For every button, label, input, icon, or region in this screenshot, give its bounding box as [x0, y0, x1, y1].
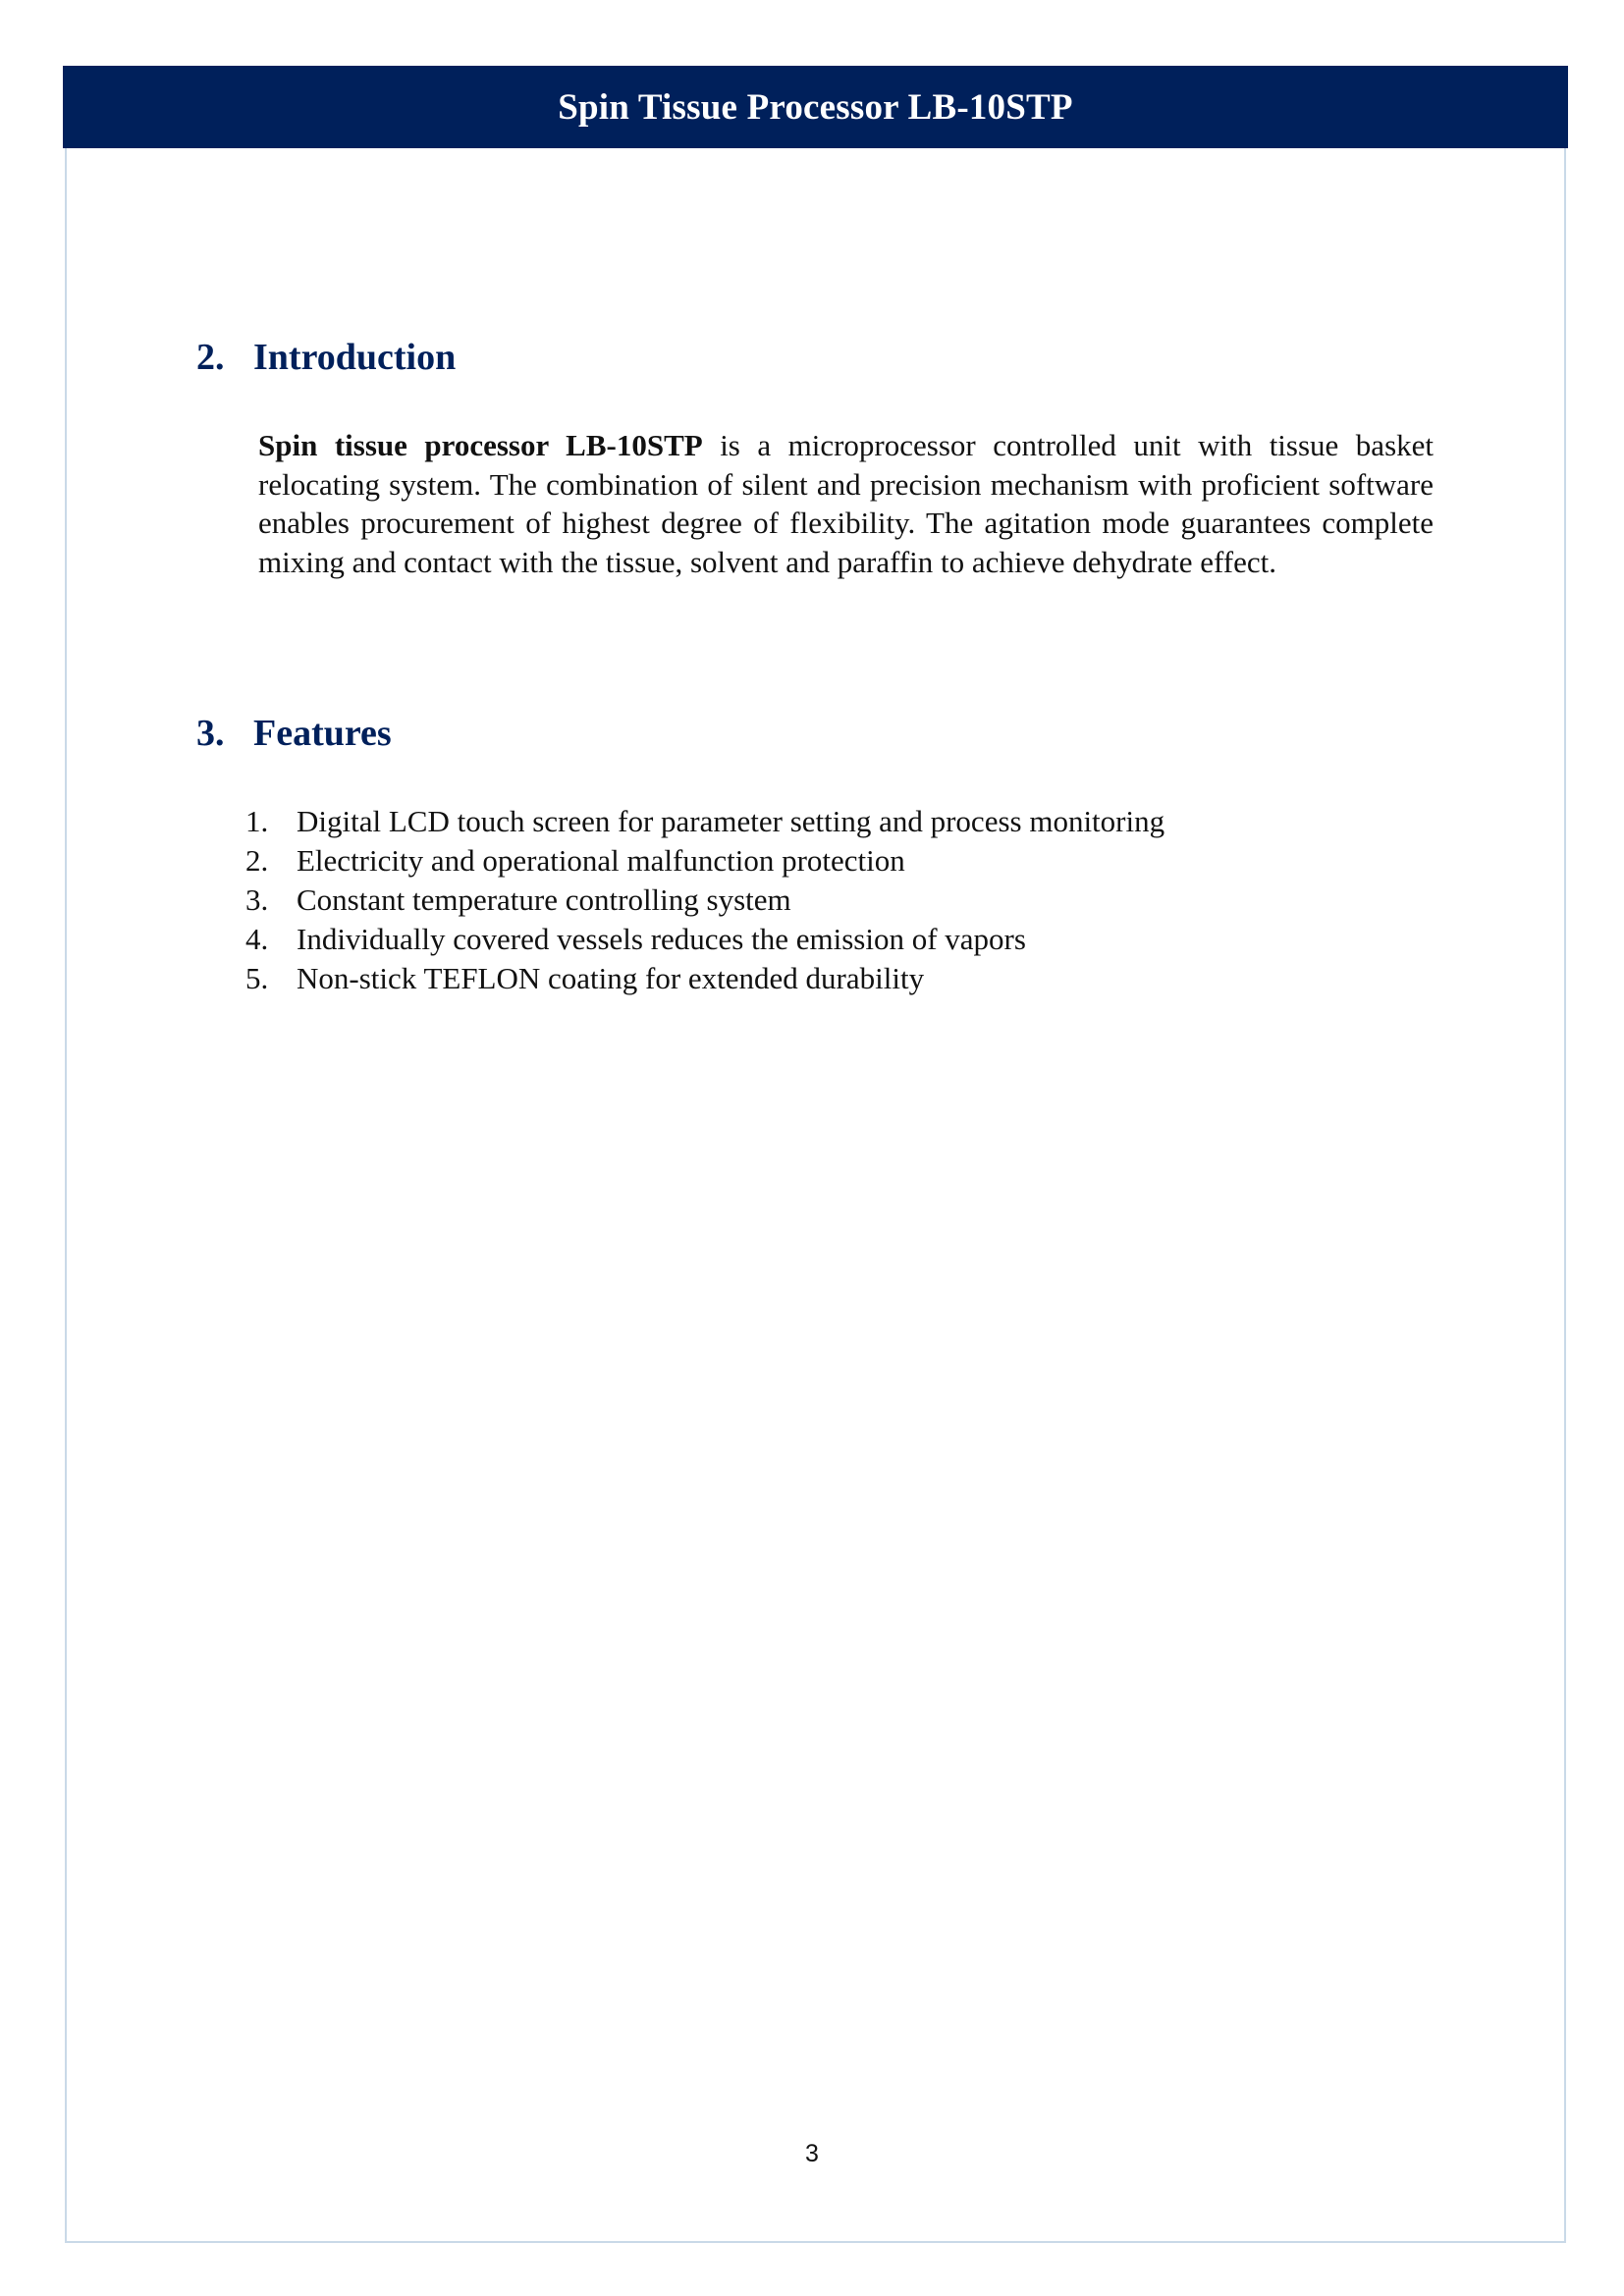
introduction-body-text: is a microprocessor controlled unit with tissue basket relocating system. The combination of silent and precision mechanism with proficient software enables procurement of highest degree of flexibility. The agitation mode guarantees complete mixing and contact with the tissue, solvent and paraffin to achieve dehydrate effect. [258, 428, 1434, 579]
feature-item-number: 2. [245, 843, 269, 878]
feature-item-number: 1. [245, 804, 269, 838]
feature-item-text: Constant temperature controlling system [297, 882, 791, 917]
feature-item-text: Non-stick TEFLON coating for extended durability [297, 961, 925, 995]
features-list [245, 802, 1164, 998]
header-bar [63, 66, 1568, 148]
page-border-frame [65, 66, 1566, 2243]
features-section-number: 3. [196, 713, 225, 754]
feature-item [245, 920, 1164, 959]
features-heading-text: Features [253, 713, 392, 754]
introduction-paragraph [258, 426, 1434, 581]
document-title: Spin Tissue Processor LB-10STP [558, 86, 1073, 128]
feature-item-text: Digital LCD touch screen for parameter setting and process monitoring [297, 804, 1165, 838]
feature-item [245, 841, 1164, 881]
introduction-heading-text: Introduction [253, 337, 457, 378]
features-heading [196, 712, 392, 755]
feature-item-number: 4. [245, 922, 269, 956]
feature-item [245, 802, 1164, 841]
introduction-section-number: 2. [196, 337, 225, 378]
feature-item [245, 959, 1164, 998]
introduction-heading [196, 336, 456, 379]
feature-item-number: 5. [245, 961, 269, 995]
feature-item-number: 3. [245, 882, 269, 917]
feature-item-text: Individually covered vessels reduces the emission of vapors [297, 922, 1026, 956]
feature-item-text: Electricity and operational malfunction protection [297, 843, 905, 878]
page-number: 3 [805, 2140, 819, 2167]
feature-item [245, 881, 1164, 920]
product-name: Spin tissue processor LB-10STP [258, 428, 703, 462]
